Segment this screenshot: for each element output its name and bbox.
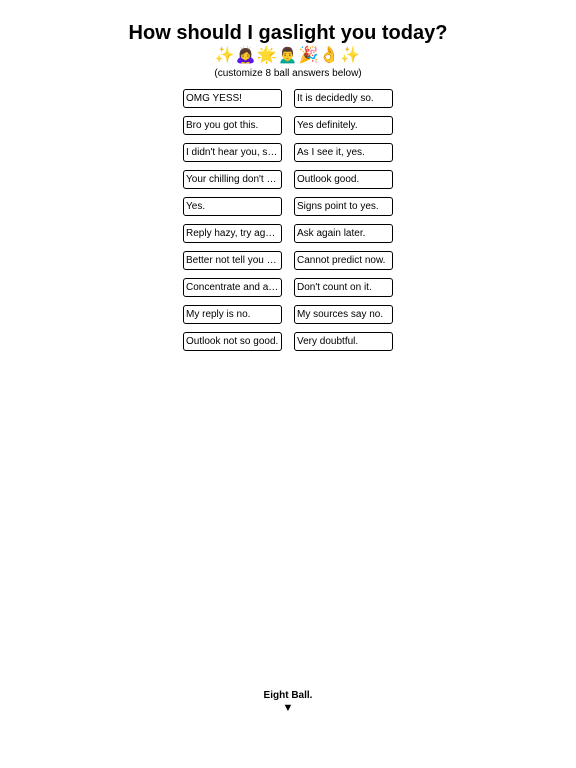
answers-grid [183, 89, 395, 351]
answer-field-20[interactable] [294, 332, 393, 351]
emoji-decoration: ✨🙇‍♀️🌟🙍‍♂️🎉👌✨ [214, 47, 362, 64]
answer-field-4[interactable] [294, 116, 393, 135]
answer-field-12[interactable] [294, 224, 393, 243]
answer-field-9[interactable] [183, 197, 282, 216]
answer-field-5[interactable] [183, 143, 282, 162]
answer-field-18[interactable] [294, 305, 393, 324]
answer-field-3[interactable] [183, 116, 282, 135]
page-title: How should I gaslight you today? [128, 22, 448, 44]
answer-field-7[interactable] [183, 170, 282, 189]
answer-field-15[interactable] [183, 278, 282, 297]
answer-field-2[interactable] [294, 89, 393, 108]
answer-field-16[interactable] [294, 278, 393, 297]
answer-field-10[interactable] [294, 197, 393, 216]
answer-field-19[interactable] [183, 332, 282, 351]
answer-field-17[interactable] [183, 305, 282, 324]
answer-field-13[interactable] [183, 251, 282, 270]
triangle-down-icon: ▼ [282, 702, 294, 714]
answer-field-8[interactable] [294, 170, 393, 189]
answer-field-1[interactable] [183, 89, 282, 108]
eight-ball-tab[interactable] [0, 690, 576, 714]
answer-field-6[interactable] [294, 143, 393, 162]
answer-field-14[interactable] [294, 251, 393, 270]
answer-field-11[interactable] [183, 224, 282, 243]
page-subtitle: (customize 8 ball answers below) [214, 68, 362, 79]
tab-label: Eight Ball. [263, 690, 313, 701]
